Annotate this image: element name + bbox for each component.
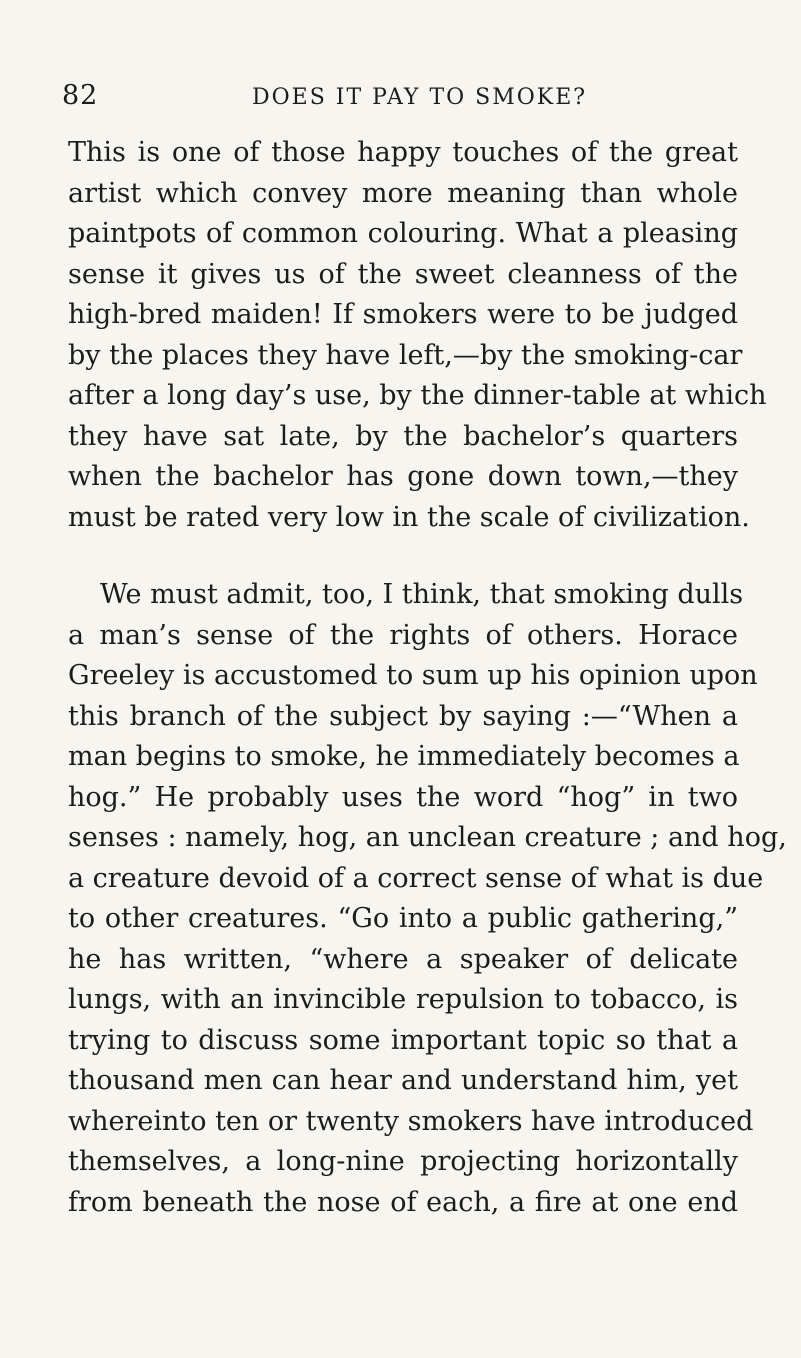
- text-line: they have sat late, by the bachelor’s quarters: [68, 420, 738, 452]
- running-title: DOES IT PAY TO SMOKE?: [252, 85, 588, 110]
- text-line: We must admit, too, I think, that smoking dulls: [100, 579, 744, 610]
- text-line: themselves, a long-nine projecting horizontally: [68, 1146, 738, 1177]
- text-line: whereinto ten or twenty smokers have introduced: [68, 1105, 754, 1137]
- text-line: when the bachelor has gone down town,—they: [68, 461, 738, 492]
- text-line: must be rated very low in the scale of civilization.: [68, 501, 750, 533]
- page-number: 82: [62, 80, 99, 111]
- text-line: sense it gives us of the sweet cleanness of the: [68, 258, 738, 290]
- text-line: a creature devoid of a correct sense of what is due: [68, 862, 764, 894]
- text-line: paintpots of common colouring. What a pleasing: [68, 218, 738, 249]
- text-line: after a long day’s use, by the dinner-table at which: [68, 380, 767, 411]
- text-line: hog.” He probably uses the word “hog” in two: [68, 781, 738, 813]
- text-line: senses : namely, hog, an unclean creature ; and hog,: [68, 822, 787, 853]
- text-line: trying to discuss some important topic so that a: [68, 1024, 738, 1056]
- text-line: Greeley is accustomed to sum up his opinion upon: [68, 660, 758, 691]
- running-head: [62, 80, 762, 120]
- paragraph-1: [68, 133, 767, 538]
- paragraph-2: [68, 575, 787, 1223]
- text-line: he has written, “where a speaker of delicate: [68, 943, 738, 975]
- text-line: by the places they have left,—by the smoking-car: [68, 339, 743, 371]
- text-line: lungs, with an invincible repulsion to tobacco, is: [68, 984, 738, 1015]
- text-line: high-bred maiden! If smokers were to be judged: [68, 299, 738, 330]
- text-line: from beneath the nose of each, a fire at one end: [68, 1186, 738, 1218]
- text-line: to other creatures. “Go into a public gathering,”: [68, 903, 738, 934]
- text-line: This is one of those happy touches of the great: [68, 137, 738, 168]
- text-line: a man’s sense of the rights of others. Horace: [68, 619, 738, 651]
- text-line: this branch of the subject by saying :—“When a: [68, 700, 738, 732]
- text-line: thousand men can hear and understand him, yet: [68, 1065, 738, 1096]
- text-line: artist which convey more meaning than whole: [68, 177, 738, 209]
- text-line: man begins to smoke, he immediately becomes a: [68, 741, 740, 772]
